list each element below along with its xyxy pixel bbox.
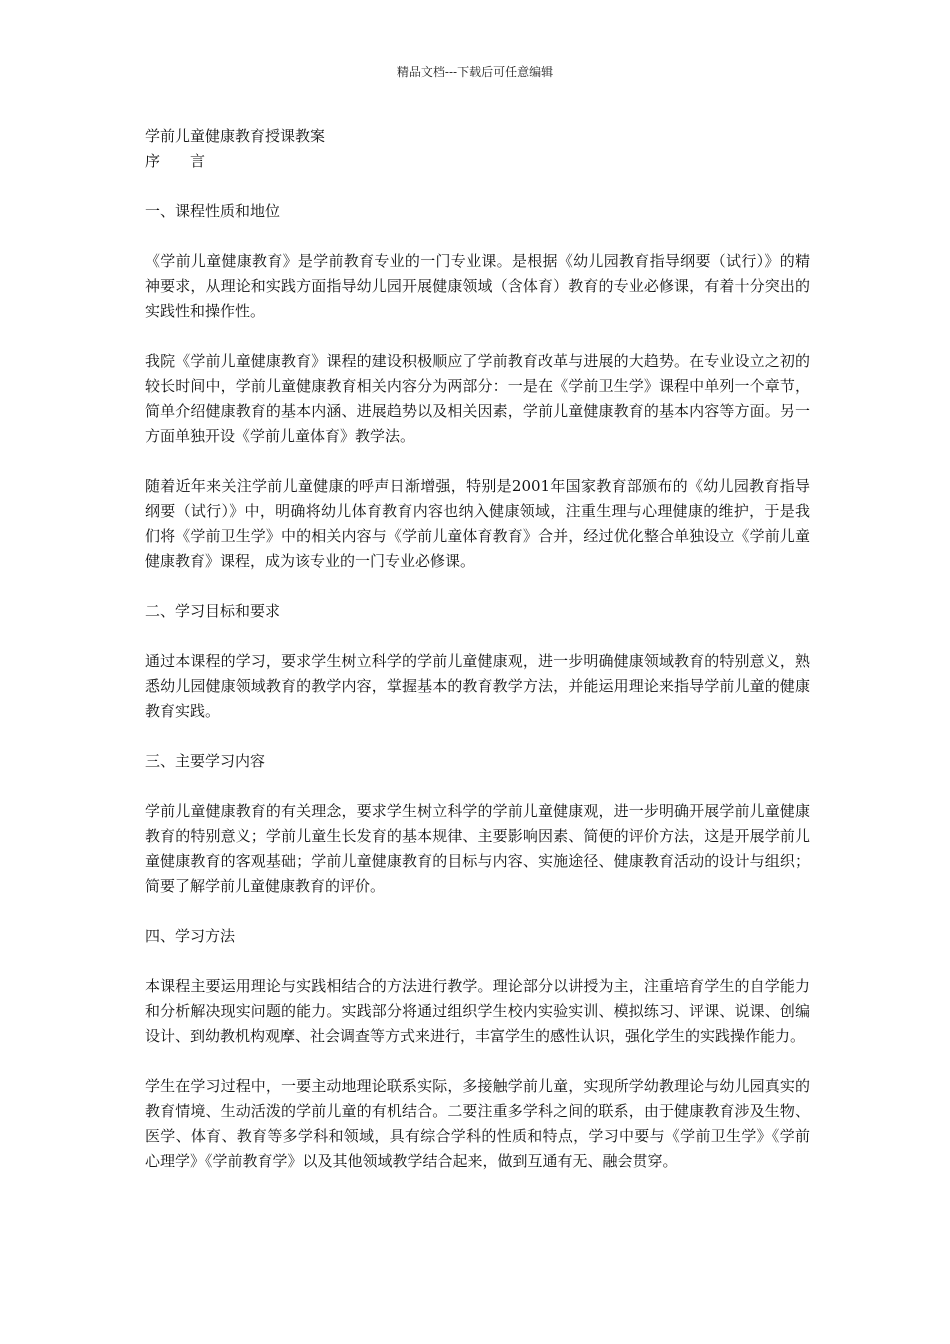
section-heading-2: 二、学习目标和要求 xyxy=(145,602,281,620)
section-4-paragraph-1: 本课程主要运用理论与实践相结合的方法进行教学。理论部分以讲授为主，注重培育学生的自学能力和分析解决现实问题的能力。实践部分将通过组织学生校内实验实训、模拟练习、评课、说课、创编设计、到幼教机构观摩、社会调查等方式来进行，丰富学生的感性认识，强化学生的实践操作能力。 xyxy=(145,977,810,1045)
preface-label: 序 言 xyxy=(145,152,206,170)
section-2-paragraph-1: 通过本课程的学习，要求学生树立科学的学前儿童健康观，进一步明确健康领域教育的特别意义，熟悉幼儿园健康领域教育的教学内容，掌握基本的教育教学方法，并能运用理论来指导学前儿童的健康教育实践。 xyxy=(145,652,810,720)
section-heading-1: 一、课程性质和地位 xyxy=(145,202,281,220)
section-heading-3: 三、主要学习内容 xyxy=(145,752,266,770)
section-1-paragraph-2: 我院《学前儿童健康教育》课程的建设积极顺应了学前教育改革与进展的大趋势。在专业设立之初的较长时间中，学前儿童健康教育相关内容分为两部分：一是在《学前卫生学》课程中单列一个章节，简单介绍健康教育的基本内涵、进展趋势以及相关因素，学前儿童健康教育的基本内容等方面。另一方面单独开设《学前儿童体育》教学法。 xyxy=(145,352,810,445)
document-body xyxy=(145,124,810,1174)
section-1-paragraph-1: 《学前儿童健康教育》是学前教育专业的一门专业课。是根据《幼儿园教育指导纲要（试行）》的精神要求，从理论和实践方面指导幼儿园开展健康领域（含体育）教育的专业必修课，有着十分突出的实践性和操作性。 xyxy=(145,252,810,320)
document-title: 学前儿童健康教育授课教案 xyxy=(145,127,326,145)
section-3-paragraph-1: 学前儿童健康教育的有关理念，要求学生树立科学的学前儿童健康观，进一步明确开展学前儿童健康教育的特别意义；学前儿童生长发育的基本规律、主要影响因素、简便的评价方法，这是开展学前儿童健康教育的客观基础；学前儿童健康教育的目标与内容、实施途径、健康教育活动的设计与组织；简要了解学前儿童健康教育的评价。 xyxy=(145,802,810,895)
section-heading-4: 四、学习方法 xyxy=(145,927,236,945)
section-4-paragraph-2: 学生在学习过程中，一要主动地理论联系实际，多接触学前儿童，实现所学幼教理论与幼儿园真实的教育情境、生动活泼的学前儿童的有机结合。二要注重多学科之间的联系，由于健康教育涉及生物、医学、体育、教育等多学科和领域，具有综合学科的性质和特点，学习中要与《学前卫生学》《学前心理学》《学前教育学》以及其他领域教学结合起来，做到互通有无、融会贯穿。 xyxy=(145,1077,810,1170)
section-1-paragraph-3: 随着近年来关注学前儿童健康的呼声日渐增强，特别是2001年国家教育部颁布的《幼儿园教育指导纲要（试行）》中，明确将幼儿体育教育内容也纳入健康领域，注重生理与心理健康的维护，于是我们将《学前卫生学》中的相关内容与《学前儿童体育教育》合并，经过优化整合单独设立《学前儿童健康教育》课程，成为该专业的一门专业必修课。 xyxy=(145,477,810,570)
page-header-watermark: 精品文档---下载后可任意编辑 xyxy=(396,65,554,79)
